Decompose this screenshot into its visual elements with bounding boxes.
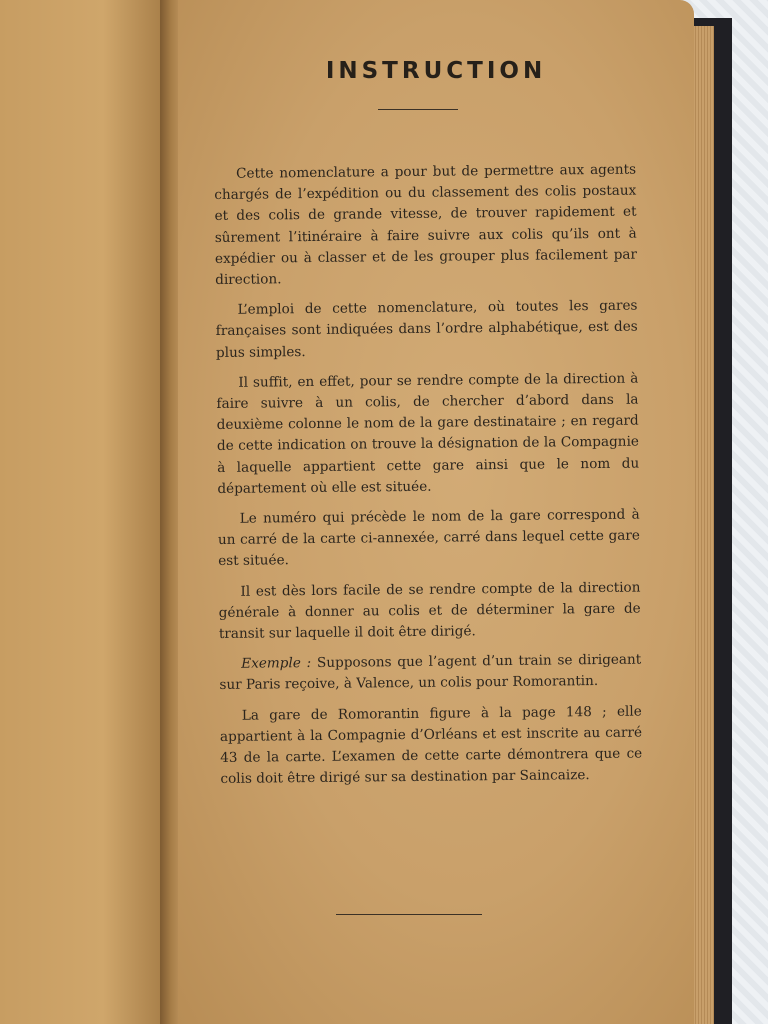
left-page	[0, 0, 172, 1024]
paragraph-lookup: Il suffit, en effet, pour se rendre compte de la direction à faire suivre à un colis, de chercher d’abord dans la deuxième colonne le nom de la gare destinataire ; en regard de cette indication on trouve la désignation de la Compagnie à laquelle appartient cette gare ainsi que le nom du département où elle est située.	[216, 370, 640, 497]
end-rule	[336, 914, 482, 915]
page-title: INSTRUCTION	[325, 58, 547, 84]
paragraph-purpose: Cette nomenclature a pour but de permettre aux agents chargés de l’expédition ou du classement des colis postaux et des colis de grande vitesse, de trouver rapidement et sûrement l’itinéraire à faire suivre aux colis qu’ils ont à expédier ou à classer et de les grouper plus facilement par direction.	[214, 161, 638, 289]
paragraph-example	[219, 650, 641, 697]
instruction-text	[214, 160, 643, 800]
right-page	[178, 0, 694, 1024]
example-text: Supposons que l’agent d’un train se dirigeant sur Paris reçoive, à Valence, un colis pour Romorantin.	[219, 651, 642, 694]
title-rule	[378, 109, 458, 110]
paragraph-final: La gare de Romorantin figure à la page 148 ; elle appartient à la Compagnie d’Orléans et est inscrite au carré 43 de la carte. L’examen de cette carte démontrera que ce colis doit être dirigé sur sa destination par Saincaize.	[219, 703, 643, 788]
example-label: Exemple :	[241, 655, 312, 673]
paragraph-map-number: Le numéro qui précède le nom de la gare correspond à un carré de la carte ci-annexée, carré dans lequel cette gare est située.	[217, 506, 641, 570]
paragraph-usage: L’emploi de cette nomenclature, où toutes les gares françaises sont indiquées dans l’ordre alphabétique, est des plus simples.	[215, 297, 638, 361]
paragraph-direction: Il est dès lors facile de se rendre compte de la direction générale à donner au colis et de déterminer la gare de transit sur laquelle il doit être dirigé.	[218, 579, 641, 643]
